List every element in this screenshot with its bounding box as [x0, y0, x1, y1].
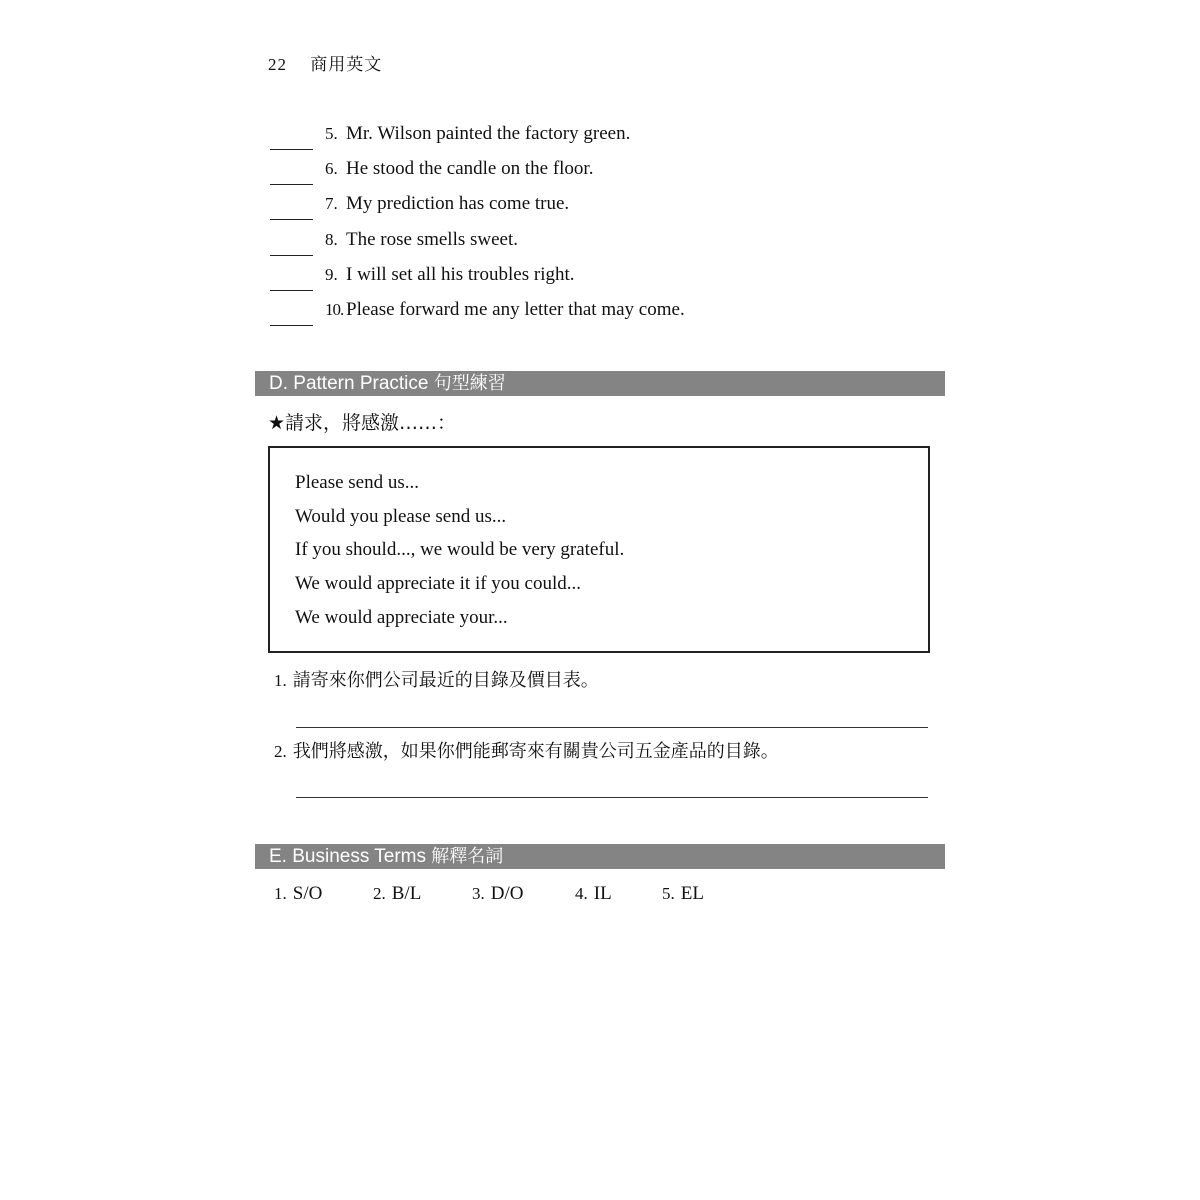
exercise-item — [270, 263, 950, 298]
exercise-item — [270, 228, 950, 263]
pattern-heading: ★請求，將感激……： — [268, 412, 457, 434]
translation-question — [274, 737, 779, 763]
business-term — [274, 883, 322, 905]
exercise-sentence: The rose smells sweet. — [346, 228, 519, 250]
exercise-item — [270, 192, 950, 227]
exercise-number: 9. — [325, 264, 338, 284]
answer-blank[interactable] — [270, 219, 313, 220]
exercise-sentence: My prediction has come true. — [346, 193, 570, 215]
translation-question — [274, 666, 599, 692]
term-number: 3. — [472, 884, 485, 903]
section-e-title-zh: 解釋名詞 — [431, 846, 504, 867]
exercise-number: 7. — [325, 194, 338, 214]
term-text: D/O — [490, 883, 524, 904]
term-number: 5. — [662, 884, 675, 903]
exercise-number: 8. — [325, 229, 338, 249]
pattern-line: We would appreciate your... — [295, 606, 508, 628]
answer-line[interactable] — [296, 797, 928, 798]
answer-blank[interactable] — [270, 255, 313, 256]
question-number: 1. — [274, 671, 287, 690]
exercise-sentence: He stood the candle on the floor. — [346, 158, 594, 180]
question-number: 2. — [274, 742, 287, 761]
exercise-item — [270, 298, 950, 333]
exercise-number: 10. — [325, 299, 344, 319]
term-number: 1. — [274, 884, 287, 903]
pattern-line: Please send us... — [295, 472, 420, 493]
pattern-line: If you should..., we would be very grateful. — [295, 539, 625, 561]
pattern-box — [268, 446, 930, 653]
exercise-sentence: I will set all his troubles right. — [346, 263, 575, 285]
term-number: 4. — [575, 884, 588, 903]
section-e-header — [255, 844, 945, 869]
answer-blank[interactable] — [270, 184, 313, 185]
question-text: 我們將感激，如果你們能郵寄來有關貴公司五金產品的目錄。 — [292, 741, 779, 762]
exercise-item — [270, 122, 950, 157]
term-text: S/O — [292, 883, 323, 904]
term-text: IL — [593, 883, 612, 904]
exercise-number: 6. — [325, 159, 338, 179]
business-term — [373, 883, 421, 905]
answer-blank[interactable] — [270, 149, 313, 150]
business-term — [472, 883, 523, 905]
business-term — [662, 883, 704, 905]
exercise-sentence: Mr. Wilson painted the factory green. — [346, 123, 631, 144]
page-header — [268, 50, 382, 75]
term-text: B/L — [391, 883, 422, 904]
section-d-title-zh: 句型練習 — [433, 373, 506, 394]
answer-line[interactable] — [296, 727, 928, 728]
business-term — [575, 883, 612, 905]
exercise-item — [270, 157, 950, 192]
section-d-header — [255, 371, 945, 396]
pattern-line: Would you please send us... — [295, 505, 507, 527]
pattern-line: We would appreciate it if you could... — [295, 573, 582, 595]
section-d-title-en: D. Pattern Practice — [269, 373, 429, 394]
book-title: 商用英文 — [310, 55, 383, 74]
section-e-title-en: E. Business Terms — [269, 846, 426, 867]
exercise-list — [270, 122, 950, 333]
page-number: 22 — [268, 55, 287, 74]
exercise-sentence: Please forward me any letter that may come. — [346, 298, 685, 320]
term-text: EL — [680, 883, 704, 904]
term-number: 2. — [373, 884, 386, 903]
answer-blank[interactable] — [270, 290, 313, 291]
exercise-number: 5. — [325, 124, 338, 143]
answer-blank[interactable] — [270, 325, 313, 326]
question-text: 請寄來你們公司最近的目錄及價目表。 — [292, 670, 599, 691]
